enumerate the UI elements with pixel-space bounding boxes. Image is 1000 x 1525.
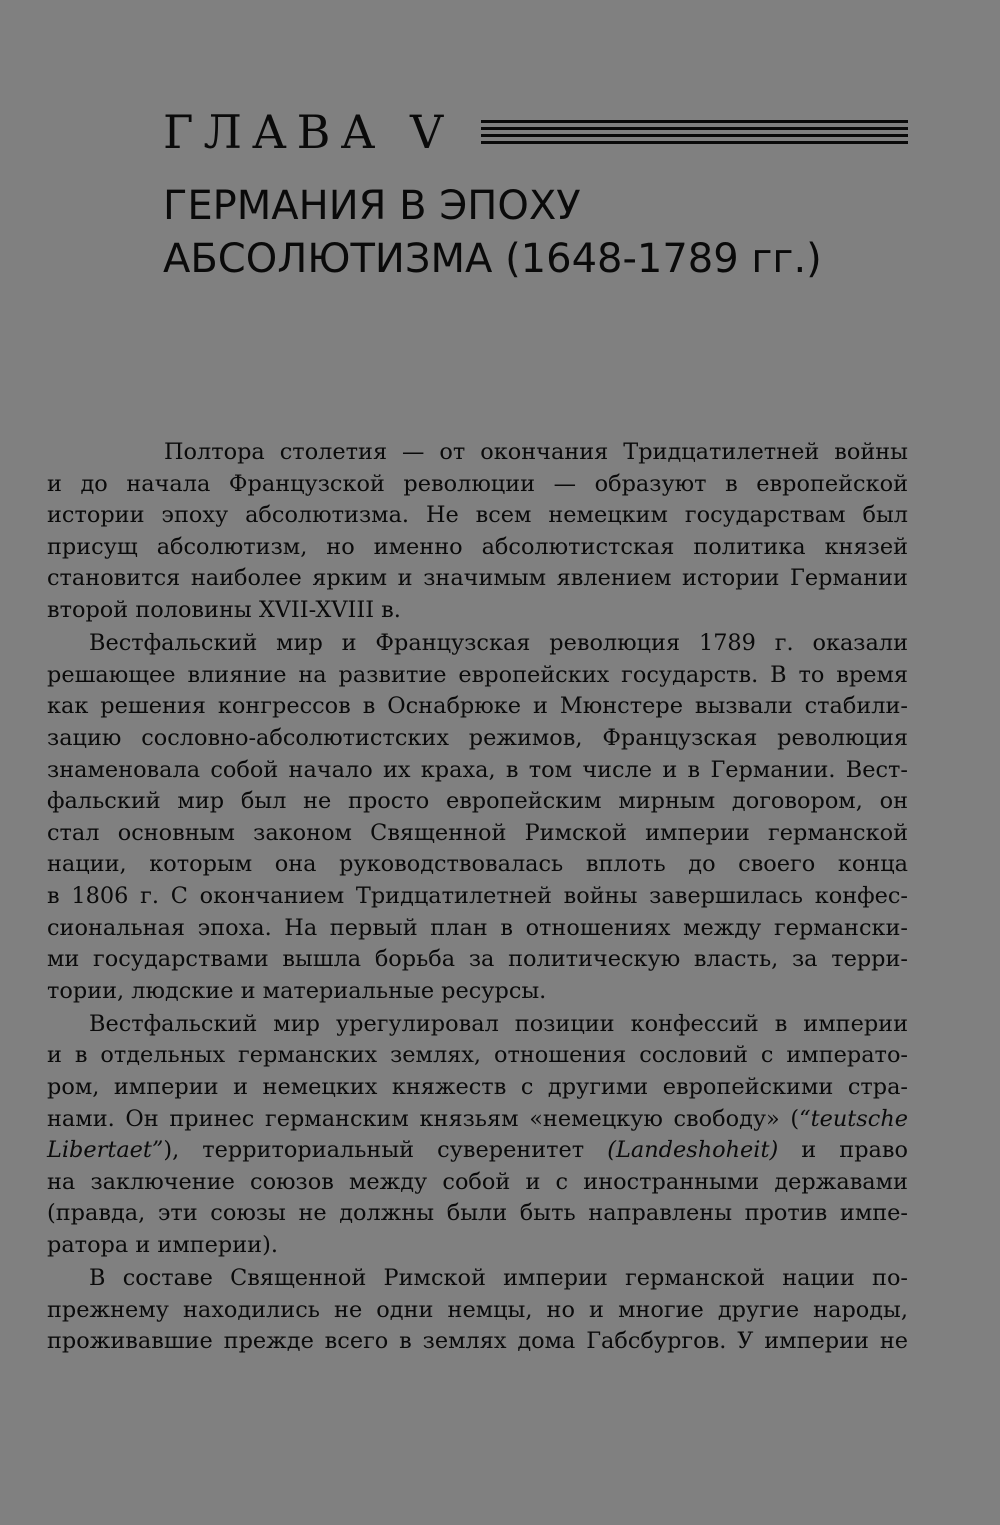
text-line: решающее влияние на развитие европейских государств. В то время (47, 661, 908, 688)
chapter-heading (163, 104, 908, 160)
text-line: ми государствами вышла борьба за политическую власть, за терри- (47, 946, 908, 973)
text-line: ратора и империи). (47, 1232, 278, 1259)
italic-run: (Landeshoheit) (607, 1137, 779, 1164)
text-line: проживавшие прежде всего в землях дома Габсбургов. У империи не (47, 1328, 908, 1355)
paragraph (47, 628, 908, 1007)
text-line: стал основным законом Священной Римской империи германской (47, 819, 908, 846)
text-line: и до начала Французской революции — образуют в европейской (47, 470, 908, 497)
text-line: ром, империи и немецких княжеств с другими европейскими стра- (47, 1074, 908, 1101)
text-line: в 1806 г. С окончанием Тридцатилетней войны завершилась конфес- (47, 882, 908, 909)
text-line: как решения конгрессов в Оснабрюке и Мюнстере вызвали стабили- (47, 693, 908, 720)
chapter-title (163, 180, 923, 286)
paragraph (47, 1263, 908, 1358)
body-text (47, 437, 908, 1360)
text-line: истории эпоху абсолютизма. Не всем немецким государствам был (47, 502, 908, 529)
chapter-label: ГЛАВА V (163, 105, 454, 159)
text-line: Полтора столетия — от окончания Тридцатилетней войны (164, 439, 908, 465)
text-line: присущ абсолютизм, но именно абсолютистская политика князей (47, 533, 908, 560)
italic-run: “teutsche (799, 1105, 908, 1132)
paragraph (47, 1009, 908, 1262)
italic-run: Libertaet” (47, 1137, 164, 1164)
text-line-mixed (47, 1104, 908, 1136)
text-line: Вестфальский мир урегулировал позиции конфессий в империи (89, 1010, 908, 1037)
text-line: фальский мир был не просто европейским мирным договором, он (47, 788, 908, 815)
chapter-decorative-rule (481, 120, 908, 144)
text-run: и право (778, 1137, 908, 1164)
text-line: зацию сословно-абсолютистских режимов, Французская революция (47, 724, 908, 751)
text-run: нами. Он принес германским князьям «немецкую свободу» ( (47, 1105, 800, 1132)
chapter-title-line: АБСОЛЮТИЗМА (1648-1789 гг.) (163, 236, 822, 282)
chapter-title-line: ГЕРМАНИЯ В ЭПОХУ (163, 183, 581, 229)
text-line: (правда, эти союзы не должны были быть направлены против импе- (47, 1200, 908, 1227)
text-line: прежнему находились не одни немцы, но и многие другие народы, (47, 1296, 908, 1323)
text-line: второй половины XVII-XVIII в. (47, 596, 401, 623)
text-line: тории, людские и материальные ресурсы. (47, 977, 547, 1004)
text-line: сиональная эпоха. На первый план в отношениях между германски- (47, 914, 908, 941)
text-line: и в отдельных германских землях, отношения сословий с императо- (47, 1042, 908, 1069)
text-line-mixed (47, 1135, 908, 1167)
text-line: на заключение союзов между собой и с иностранными державами (47, 1168, 908, 1195)
text-line: становится наиболее ярким и значимым явлением истории Германии (47, 565, 908, 592)
paragraph (47, 437, 908, 627)
text-line: В составе Священной Римской империи германской нации по- (89, 1265, 908, 1292)
text-line: знаменовала собой начало их краха, в том числе и в Германии. Вест- (47, 756, 908, 783)
text-run: ), территориальный суверенитет (163, 1137, 608, 1164)
text-line: Вестфальский мир и Французская революция 1789 г. оказали (89, 630, 908, 657)
text-line: нации, которым она руководствовалась вплоть до своего конца (47, 851, 908, 878)
